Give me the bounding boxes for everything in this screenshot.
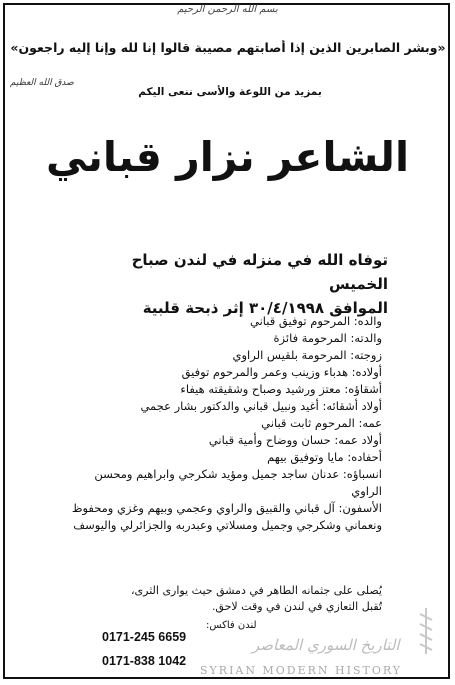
family-cousins: أولاد عمه: حسان ووضاح وأمية قباني [208,433,382,447]
death-announcement [70,248,388,320]
family-mourners: الأسفون: آل قباني والقبيق والراوي وعجمي وبيهم وغزي ومحفوظ ونعماني وشكرجي وجميل ومسلاتي وعبدربه والجزائرلي واليوسف [71,501,382,532]
verse-closing: صدق الله العظيم [10,78,74,88]
watermark-logo-icon [414,606,438,656]
family-in-laws: انسباؤه: عدنان ساجد جميل ومؤيد شكرجي وابراهيم ومحسن الراوي [94,467,382,498]
watermark-english: SYRIAN MODERN HISTORY [200,664,403,677]
death-line-2: الموافق ٣٠/٤/١٩٩٨ إثر ذبحة قلبية [142,299,388,317]
intro-line: بمزيد من اللوعة والأسى ننعى اليكم [138,86,322,98]
family-nephews: أولاد أشقائه: أغيد ونبيل قباني والدكتور بشار عجمي [140,399,382,413]
condolence-note: تُقبل التعازي في لندن في وقت لاحق. [211,600,382,613]
family-uncle: عمه: المرحوم ثابت قباني [261,416,382,430]
basmala-calligraphy: بسم الله الرحمن الرحيم [177,4,278,15]
page-title: الشاعر نزار قباني [45,133,410,181]
quran-verse: «وبشر الصابرين الذين إذا أصابتهم مصيبة قالوا إنا لله وإنا إليه راجعون» [10,40,446,55]
fax-label: لندن فاكس: [206,620,257,631]
fax-number-2: 0171-838 1042 [102,654,187,668]
fax-number-1: 0171-245 6659 [102,630,187,644]
family-siblings: أشقاؤه: معتز ورشيد وصباح وشقيقته هيفاء [180,382,382,396]
family-grandchildren: أحفاده: مايا وتوفيق بيهم [267,450,382,464]
condolence-notes [62,583,382,615]
watermark-arabic: التاريخ السوري المعاصر [252,636,400,654]
funeral-note: يُصلى على جثمانه الطاهر في دمشق حيث يوارى الثرى، [130,584,382,597]
family-list [62,313,382,534]
family-children: أولاده: هدباء وزينب وعمر والمرحوم توفيق [181,365,382,379]
family-father: والده: المرحوم توفيق قباني [250,314,382,328]
family-mother: والدته: المرحومة فائزة [273,331,382,345]
family-wife: زوجته: المرحومة بلقيس الراوي [232,348,382,362]
death-line-1: توفاه الله في منزله في لندن صباح الخميس [131,251,388,293]
